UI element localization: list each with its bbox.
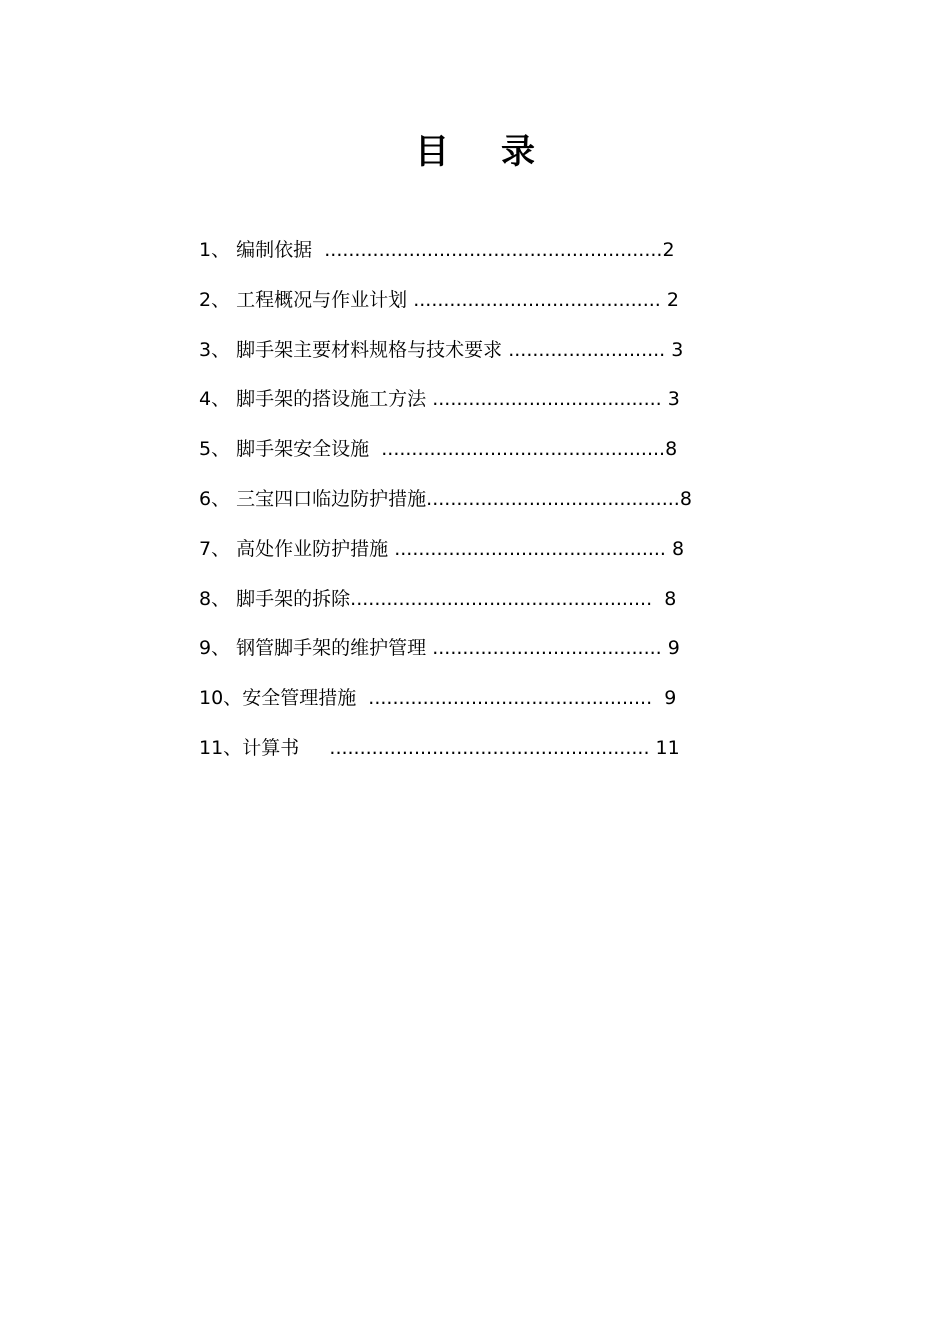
toc-page-number: 8 (652, 587, 677, 610)
toc-number: 7、 (199, 537, 237, 560)
toc-entry-6[interactable] (199, 481, 692, 531)
toc-leader: ...................................... (426, 388, 662, 411)
toc-leader: .......................... (502, 338, 666, 361)
toc-leader: ........................................................ (312, 239, 663, 261)
toc-page-number: 3 (665, 338, 684, 361)
toc-entry-7[interactable] (199, 531, 692, 581)
toc-leader: ............................................. (388, 537, 666, 560)
toc-page-number: 2 (660, 288, 679, 311)
toc-number: 11、 (199, 736, 243, 759)
toc-entry-title: 脚手架的搭设施工方法 (236, 388, 427, 411)
toc-leader: ..................................................... (299, 736, 650, 759)
toc-number: 6、 (199, 487, 237, 510)
toc-number: 1、 (199, 239, 237, 261)
toc-leader: .................................................. (350, 587, 653, 610)
table-of-contents (199, 232, 692, 780)
toc-entry-11[interactable] (199, 730, 692, 780)
toc-entry-title: 钢管脚手架的维护管理 (236, 637, 427, 660)
toc-title-char-1: 目 (415, 132, 449, 172)
toc-page-number: 11 (649, 736, 680, 759)
toc-page-number: 8 (665, 438, 678, 461)
toc-title (0, 126, 950, 178)
toc-leader: ......................................... (407, 288, 661, 311)
toc-entry-title: 计算书 (242, 736, 300, 759)
toc-entry-8[interactable] (199, 581, 692, 631)
toc-entry-title: 三宝四口临边防护措施 (236, 487, 427, 510)
toc-entry-9[interactable] (199, 630, 692, 680)
toc-entry-title: 高处作业防护措施 (236, 537, 389, 560)
toc-number: 8、 (199, 587, 237, 610)
toc-number: 2、 (199, 288, 237, 311)
toc-number: 10、 (199, 687, 243, 710)
toc-page-number: 9 (661, 637, 680, 660)
toc-entry-4[interactable] (199, 381, 692, 431)
toc-title-char-2: 录 (501, 132, 535, 172)
toc-entry-title: 脚手架的拆除 (236, 587, 351, 610)
toc-entry-title: 编制依据 (236, 239, 313, 261)
toc-page-number: 8 (665, 537, 685, 560)
toc-leader: .......................................... (426, 487, 680, 510)
toc-entry-title: 脚手架安全设施 (236, 438, 370, 461)
toc-number: 4、 (199, 388, 237, 411)
toc-entry-5[interactable] (199, 431, 692, 481)
toc-page-number: 3 (661, 388, 680, 411)
toc-entry-1[interactable] (199, 232, 692, 282)
toc-number: 9、 (199, 637, 237, 660)
toc-number: 3、 (199, 338, 237, 361)
toc-entry-3[interactable] (199, 332, 692, 382)
toc-entry-title: 脚手架主要材料规格与技术要求 (236, 338, 503, 361)
toc-entry-2[interactable] (199, 282, 692, 332)
toc-leader: ...................................... (426, 637, 662, 660)
toc-entry-title: 工程概况与作业计划 (236, 288, 408, 311)
toc-entry-title: 安全管理措施 (242, 687, 357, 710)
toc-entry-10[interactable] (199, 680, 692, 730)
toc-leader: ............................................... (356, 687, 653, 710)
toc-page-number: 2 (662, 239, 675, 261)
toc-leader: ............................................... (369, 438, 666, 461)
toc-page-number: 9 (652, 687, 677, 710)
toc-number: 5、 (199, 438, 237, 461)
toc-page-number: 8 (679, 487, 692, 510)
